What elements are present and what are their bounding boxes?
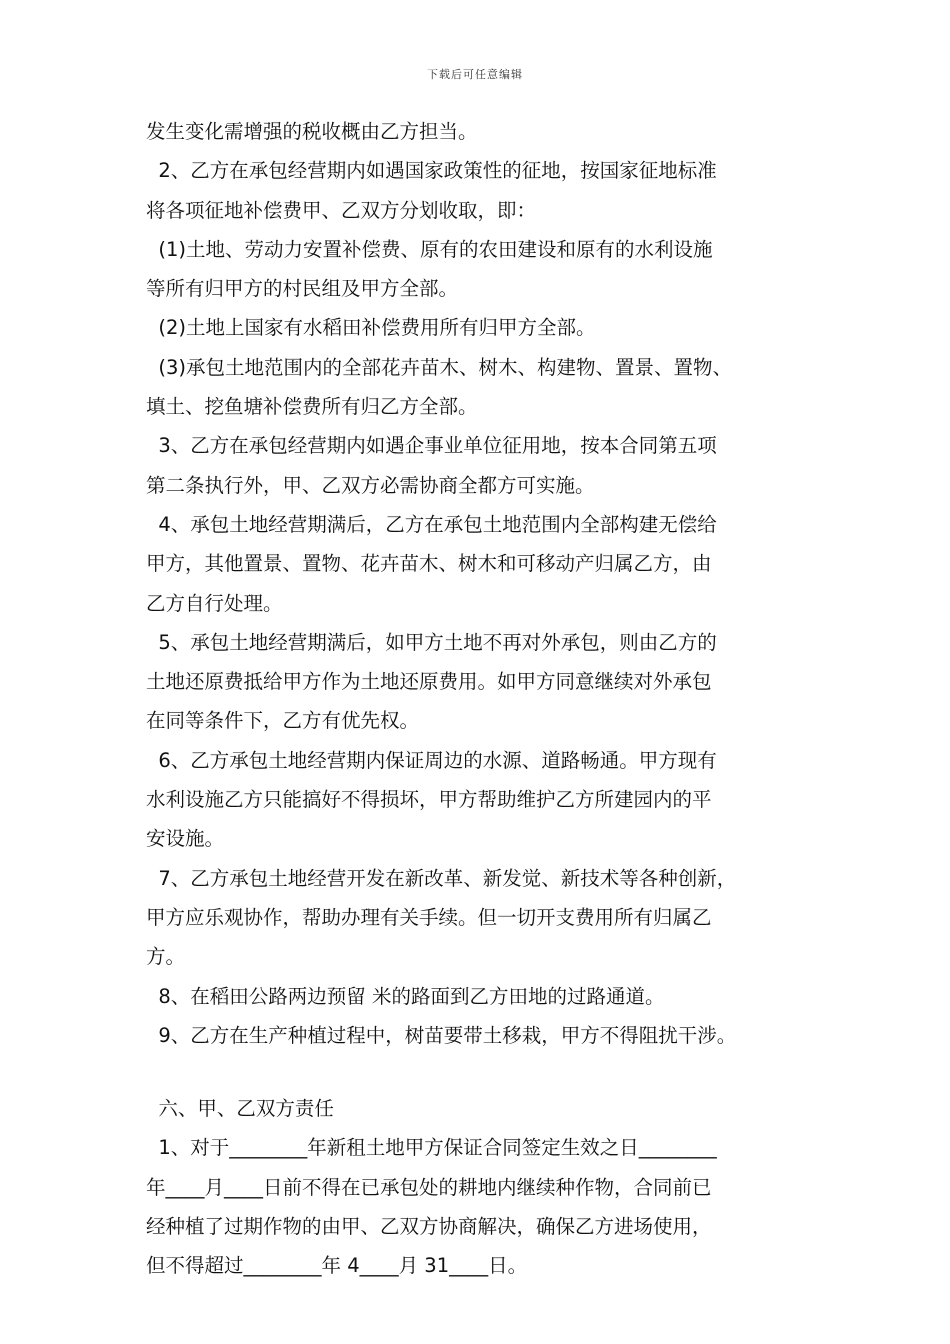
- text-line: 4、承包土地经营期满后，乙方在承包土地范围内全部构建无偿给: [146, 512, 717, 536]
- text-line: 安设施。: [146, 827, 225, 851]
- text-line: 1、对于________年新租土地甲方保证合同签定生效之日________: [146, 1136, 717, 1160]
- text-line: 在同等条件下，乙方有优先权。: [146, 709, 420, 733]
- section-five-clauses: [146, 112, 836, 1055]
- text-line: 6、乙方承包土地经营期内保证周边的水源、道路畅通。甲方现有: [146, 748, 717, 772]
- paragraph-gap: [146, 1055, 836, 1089]
- text-line: 乙方自行处理。: [146, 591, 283, 615]
- text-line: 土地还原费抵给甲方作为土地还原费用。如甲方同意继续对外承包: [146, 670, 712, 694]
- text-line: 将各项征地补偿费甲、乙双方分划收取，即：: [146, 198, 537, 222]
- text-line: 7、乙方承包土地经营开发在新改革、新发觉、新技术等各种创新，: [146, 866, 737, 890]
- text-line: 甲方应乐观协作，帮助办理有关手续。但一切开支费用所有归属乙: [146, 905, 712, 929]
- text-line: 填土、挖鱼塘补偿费所有归乙方全部。: [146, 395, 478, 419]
- text-line: (3)承包土地范围内的全部花卉苗木、树木、构建物、置景、置物、: [146, 355, 733, 379]
- text-line: 8、在稻田公路两边预留 米的路面到乙方田地的过路通道。: [146, 984, 665, 1008]
- section-six-clauses: [146, 1089, 836, 1285]
- text-line: 甲方，其他置景、置物、花卉苗木、树木和可移动产归属乙方，由: [146, 552, 712, 576]
- text-line: 但不得超过________年 4____月 31____日。: [146, 1254, 528, 1278]
- text-line: (2)土地上国家有水稻田补偿费用所有归甲方全部。: [146, 316, 596, 340]
- text-line: 3、乙方在承包经营期内如遇企事业单位征用地，按本合同第五项: [146, 434, 717, 458]
- text-line: 方。: [146, 945, 186, 969]
- text-line: 2、乙方在承包经营期内如遇国家政策性的征地，按国家征地标准: [146, 159, 717, 183]
- page-header: 下载后可任意编辑: [427, 68, 523, 81]
- section-heading: 六、甲、乙双方责任: [146, 1097, 334, 1121]
- text-line: (1)土地、劳动力安置补偿费、原有的农田建设和原有的水利设施: [146, 237, 713, 261]
- text-line: 经种植了过期作物的由甲、乙双方协商解决，确保乙方进场使用，: [146, 1215, 712, 1239]
- text-line: 等所有归甲方的村民组及甲方全部。: [146, 277, 459, 301]
- text-line: 5、承包土地经营期满后，如甲方土地不再对外承包，则由乙方的: [146, 630, 717, 654]
- document-body: [146, 112, 836, 1286]
- text-line: 发生变化需增强的税收概由乙方担当。: [146, 120, 478, 143]
- text-line: 9、乙方在生产种植过程中，树苗要带土移栽，甲方不得阻扰干涉。: [146, 1023, 737, 1047]
- text-line: 年____月____日前不得在已承包处的耕地内继续种作物，合同前已: [146, 1175, 712, 1199]
- text-line: 第二条执行外，甲、乙双方必需协商全都方可实施。: [146, 473, 595, 497]
- text-line: 水利设施乙方只能搞好不得损坏，甲方帮助维护乙方所建园内的平: [146, 788, 712, 812]
